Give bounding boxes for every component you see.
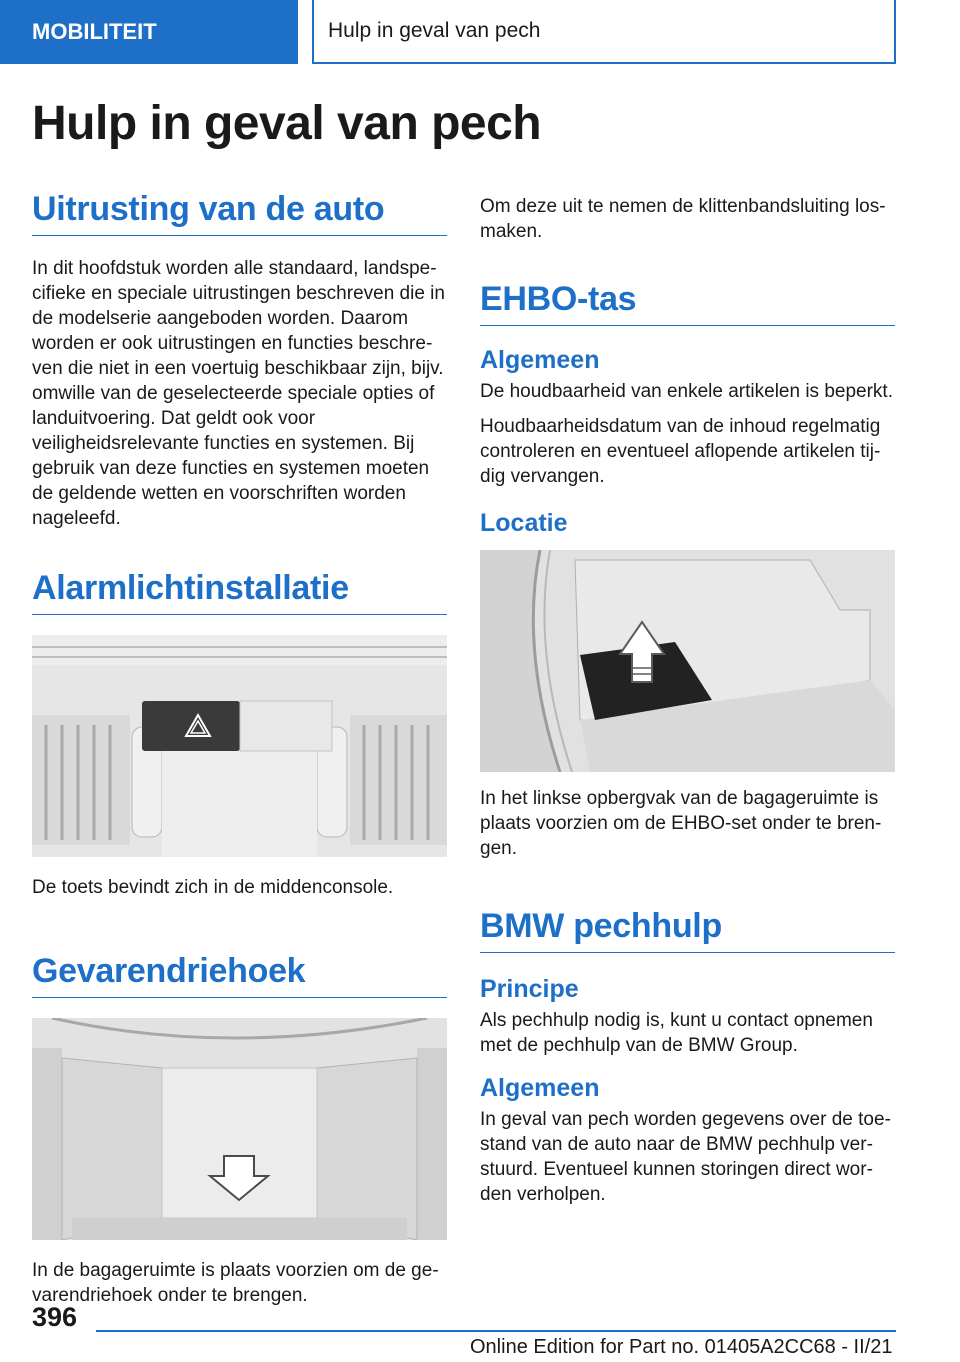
ehbo-algemeen-p2: Houdbaarheidsdatum van de inhoud regelmatig controleren en eventueel aflopende artikelen tijdig vervangen. xyxy=(480,416,881,487)
uitrusting-body: In dit hoofdstuk worden alle standaard, landspecifieke en speciale uitrustingen beschreven die in de modelserie aangeboden worden. Daarom worden er ook uitrustingen en functies beschreven die niet in een voertuig beschikbaar zijn, bijv. omwille van de geselecteerde speciale opties of landuitvoering. Dat geldt ook voor veiligheidsrelevante functies en systemen. Bij gebruik van deze functies en systemen moeten de geldende wetten en voorschriften worden nageleefd. xyxy=(32,258,445,529)
ehbo-locatie-caption: In het linkse opbergvak van de bagageruimte is plaats voorzien om de EHBO-set onder te brengen. xyxy=(480,788,882,859)
heading-uitrusting: Uitrusting van de auto xyxy=(32,190,447,236)
right-column xyxy=(480,190,895,1207)
heading-bmw-pechhulp: BMW pechhulp xyxy=(480,907,895,953)
removal-intro: Om deze uit te nemen de klittenbandsluiting losmaken. xyxy=(480,196,886,242)
ehbo-locatie-title: Locatie xyxy=(480,509,568,537)
trunk-triangle-illustration xyxy=(32,1018,447,1240)
footer-edition: Online Edition for Part no. 01405A2CC68 - II/21 xyxy=(470,1336,893,1358)
bmw-algemeen-body: In geval van pech worden gegevens over de toestand van de auto naar de BMW pechhulp verstuurd. Eventueel kunnen storingen direct worden verholpen. xyxy=(480,1109,891,1205)
page-title: Hulp in geval van pech xyxy=(32,97,542,150)
ehbo-algemeen-p1: De houdbaarheid van enkele artikelen is beperkt. xyxy=(480,381,893,402)
first-aid-location-illustration xyxy=(480,550,895,772)
bmw-principe-title: Principe xyxy=(480,975,579,1003)
bmw-algemeen-title: Algemeen xyxy=(480,1074,600,1102)
gevaren-caption: In de bagageruimte is plaats voorzien om de gevarendriehoek onder te brengen. xyxy=(32,1260,439,1306)
page-number: 396 xyxy=(32,1302,78,1332)
heading-ehbo-tas: EHBO-tas xyxy=(480,280,895,326)
ehbo-algemeen-title: Algemeen xyxy=(480,346,600,374)
heading-alarmlicht: Alarmlichtinstallatie xyxy=(32,569,447,615)
footer-divider xyxy=(96,1330,896,1332)
alarm-caption: De toets bevindt zich in de middenconsole. xyxy=(32,877,394,898)
hazard-switch-illustration xyxy=(32,635,447,857)
section-tab: MOBILITEIT xyxy=(0,0,298,64)
chapter-header: Hulp in geval van pech xyxy=(312,0,896,64)
bmw-principe-body: Als pechhulp nodig is, kunt u contact opnemen met de pechhulp van de BMW Group. xyxy=(480,1010,873,1056)
left-column xyxy=(32,190,447,1308)
heading-gevarendriehoek: Gevarendriehoek xyxy=(32,952,447,998)
